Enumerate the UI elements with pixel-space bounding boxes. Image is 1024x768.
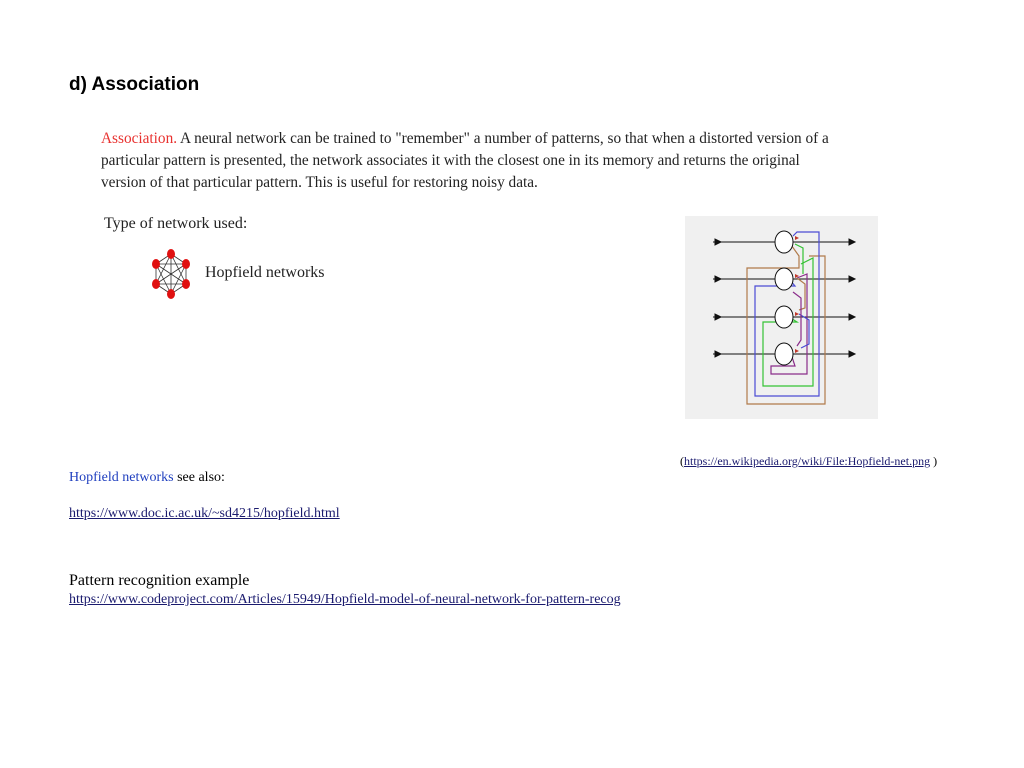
pattern-recognition-title: Pattern recognition example [69,572,250,589]
doc-ic-link-wrapper [69,506,340,522]
association-description [101,128,846,194]
codeproject-link[interactable]: https://www.codeproject.com/Articles/15949/Hopfield-model-of-neural-network-for-pattern-recog [69,592,621,607]
hopfield-net-diagram [685,216,878,419]
credit-open-paren: ( [680,454,684,468]
doc-ic-link[interactable]: https://www.doc.ic.ac.uk/~sd4215/hopfield.html [69,506,340,521]
section-heading: d) Association [69,74,200,95]
codeproject-link-wrapper [69,592,621,608]
see-also-line [69,470,225,486]
see-also-suffix: see also: [173,470,225,485]
hopfield-networks-label: Hopfield networks [205,264,325,281]
association-term: Association. [101,130,178,147]
network-type-label: Type of network used: [104,215,248,232]
association-body: A neural network can be trained to "remember" a number of patterns, so that when a distorted version of a particular pattern is presented, the network associates it with the closest one in its memory and returns the original version of that particular pattern. This is useful for restoring noisy data. [101,130,829,191]
wikipedia-image-link[interactable]: https://en.wikipedia.org/wiki/File:Hopfield-net.png [684,454,931,468]
hopfield-networks-link[interactable]: Hopfield networks [69,470,174,485]
image-credit [680,454,937,469]
hopfield-network-icon [150,248,192,300]
credit-close-paren: ) [930,454,938,468]
